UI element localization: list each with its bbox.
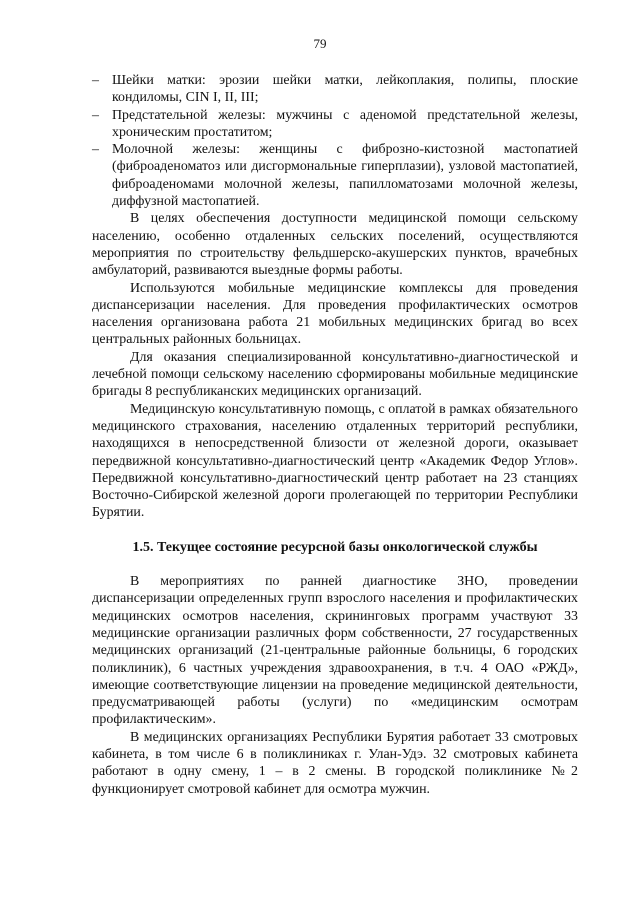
paragraph: В целях обеспечения доступности медицинской помощи сельскому населению, особенно отдаленных сельских поселений, осуществляются мероприятия по строительству фельдшерско-акушерских пунктов, врачебных амбулаторий, развиваются выездные формы работы. [92,211,578,279]
section-heading: 1.5. Текущее состояние ресурсной базы онкологической службы [132,539,538,555]
paragraph: Медицинскую консультативную помощь, с оплатой в рамках обязательного медицинского страхования, населению отдаленных территорий республики, находящихся в непосредственной близости от железной дороги, оказывает передвижной консультативно-диагностический центр «Академик Федор Углов». Передвижной консультативно-диагностический центр работает на 23 станциях Восточно-Сибирской железной дороги пролегающей по территории Республики Бурятии. [92,401,578,521]
list-item-text: Шейки матки: эрозии шейки матки, лейкоплакия, полипы, плоские кондиломы, CIN I, II, III; [112,73,578,106]
paragraph: Используются мобильные медицинские комплексы для проведения диспансеризации населения. Для проведения профилактических осмотров населения организована работа 21 мобильных медицинских бригад во всех центральных районных больницах. [92,280,578,348]
list-item-text: Предстательной железы: мужчины с аденомой предстательной железы, хроническим простатитом; [112,107,578,140]
paragraph: В мероприятиях по ранней диагностике ЗНО, проведении диспансеризации определенных групп взрослого населения и профилактических медицинских осмотров населения, скрининговых программ участвуют 33 медицинские организации различных форм собственности, 27 государственных медицинских организаций (21-центральные районные больницы, 6 городских поликлиник), 6 частных учреждения здравоохранения, в т.ч. 4 ОАО «РЖД», имеющие соответствующие лицензии на проведение медицинской деятельности, предусматривающей работы (услуги) по «медицинским осмотрам профилактическим». [92,574,578,728]
bullet-marker: – [92,107,99,123]
bullet-marker: – [92,142,99,158]
bullet-list [92,72,578,210]
paragraph: В медицинских организациях Республики Бурятия работает 33 смотровых кабинета, в том числе 6 в поликлиниках г. Улан-Удэ. 32 смотровых кабинета работают в одну смену, 1 – в 2 смены. В городской поликлинике №2 функционирует смотровой кабинет для осмотра мужчин. [92,729,578,797]
list-item [92,141,578,210]
bullet-marker: – [92,73,99,88]
list-item [92,72,578,107]
paragraph: Для оказания специализированной консультативно-диагностической и лечебной помощи сельскому населению сформированы мобильные медицинские бригады 8 республиканских медицинских организаций. [92,349,578,400]
page-content [92,72,578,798]
list-item-text: Молочной железы: женщины с фиброзно-кистозной мастопатией (фиброаденоматоз или дисгормональные гиперплазии), узловой мастопатией, фиброаденомами молочной железы, папилломатозами молочной железы, диффузной мастопатией. [112,142,578,210]
list-item [92,107,578,142]
page-number: 79 [313,36,327,51]
